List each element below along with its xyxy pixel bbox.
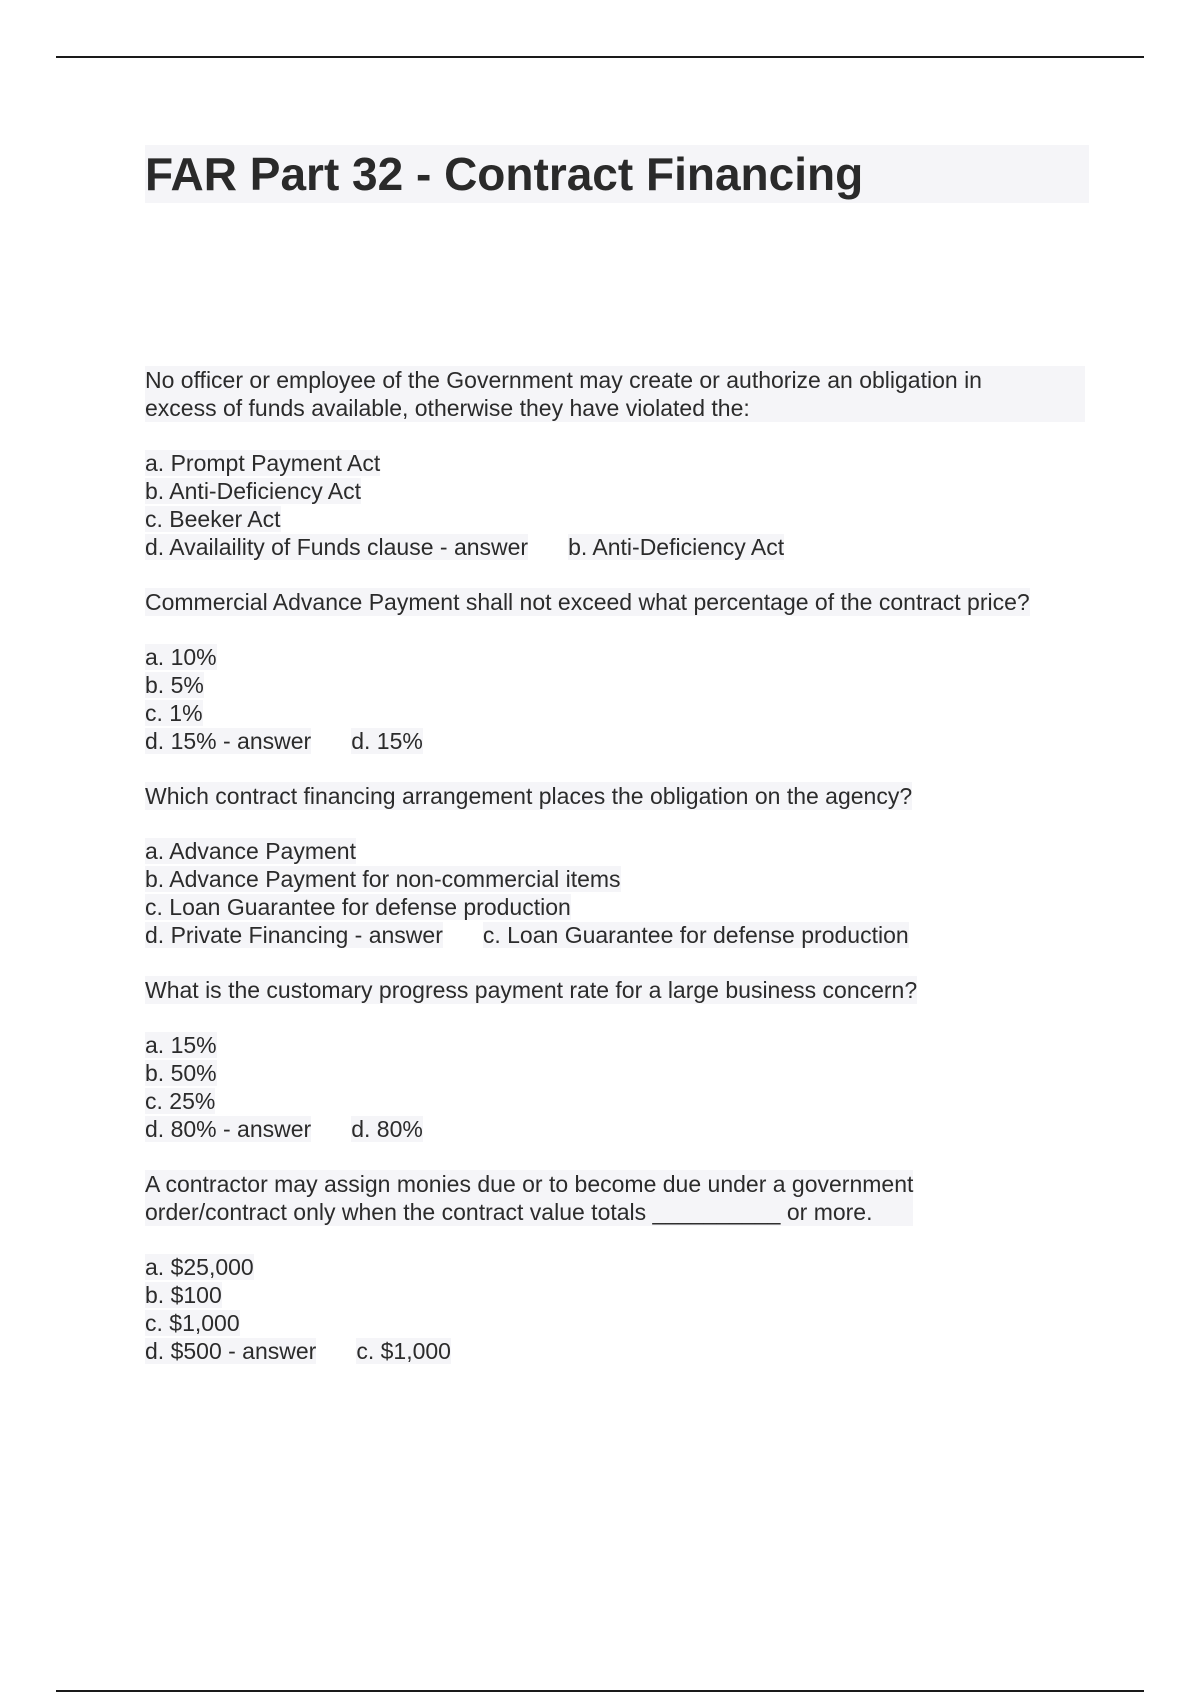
option: a. Prompt Payment Act — [145, 450, 381, 476]
page-title: FAR Part 32 - Contract Financing — [145, 145, 1089, 203]
top-rule — [56, 56, 1144, 58]
question-4 — [145, 976, 1085, 1143]
bottom-rule — [56, 1690, 1144, 1692]
answer: d. 15% — [351, 728, 423, 754]
option-with-answer — [145, 533, 1085, 561]
option: b. 5% — [145, 672, 204, 698]
answer: b. Anti-Deficiency Act — [568, 534, 785, 560]
option: c. $1,000 — [145, 1310, 240, 1336]
question-2 — [145, 588, 1085, 755]
question-stem: A contractor may assign monies due or to become due under a government order/contract only when the contract value totals __________ or more. — [145, 1171, 914, 1225]
last-option: d. $500 - answer — [145, 1338, 317, 1364]
last-option: d. Availaility of Funds clause - answer — [145, 534, 529, 560]
option: b. 50% — [145, 1060, 217, 1086]
question-stem: Commercial Advance Payment shall not exceed what percentage of the contract price? — [145, 589, 1030, 615]
option-list — [145, 1253, 1085, 1365]
question-stem: Which contract financing arrangement places the obligation on the agency? — [145, 783, 913, 809]
question-stem: No officer or employee of the Government may create or authorize an obligation in excess of funds available, otherwise they have violated the: — [145, 366, 1085, 422]
last-option: d. 15% - answer — [145, 728, 312, 754]
option-with-answer — [145, 727, 1085, 755]
option: c. Loan Guarantee for defense production — [145, 894, 571, 920]
question-5 — [145, 1170, 1085, 1365]
last-option: d. 80% - answer — [145, 1116, 312, 1142]
question-list — [145, 366, 1085, 1392]
option-with-answer — [145, 921, 1085, 949]
option: b. Advance Payment for non-commercial items — [145, 866, 621, 892]
option-list — [145, 643, 1085, 755]
option: a. 10% — [145, 644, 217, 670]
answer: d. 80% — [351, 1116, 423, 1142]
question-3 — [145, 782, 1085, 949]
option-with-answer — [145, 1115, 1085, 1143]
option: b. $100 — [145, 1282, 222, 1308]
question-stem: What is the customary progress payment rate for a large business concern? — [145, 977, 918, 1003]
option: b. Anti-Deficiency Act — [145, 478, 362, 504]
option: c. 1% — [145, 700, 203, 726]
option: a. 15% — [145, 1032, 217, 1058]
answer: c. $1,000 — [356, 1338, 451, 1364]
option-list — [145, 1031, 1085, 1143]
last-option: d. Private Financing - answer — [145, 922, 443, 948]
option-with-answer — [145, 1337, 1085, 1365]
answer: c. Loan Guarantee for defense production — [482, 922, 909, 948]
option: a. Advance Payment — [145, 838, 356, 864]
option-list — [145, 837, 1085, 949]
option: c. Beeker Act — [145, 506, 281, 532]
question-1 — [145, 366, 1085, 561]
option: c. 25% — [145, 1088, 216, 1114]
option-list — [145, 449, 1085, 561]
option: a. $25,000 — [145, 1254, 254, 1280]
